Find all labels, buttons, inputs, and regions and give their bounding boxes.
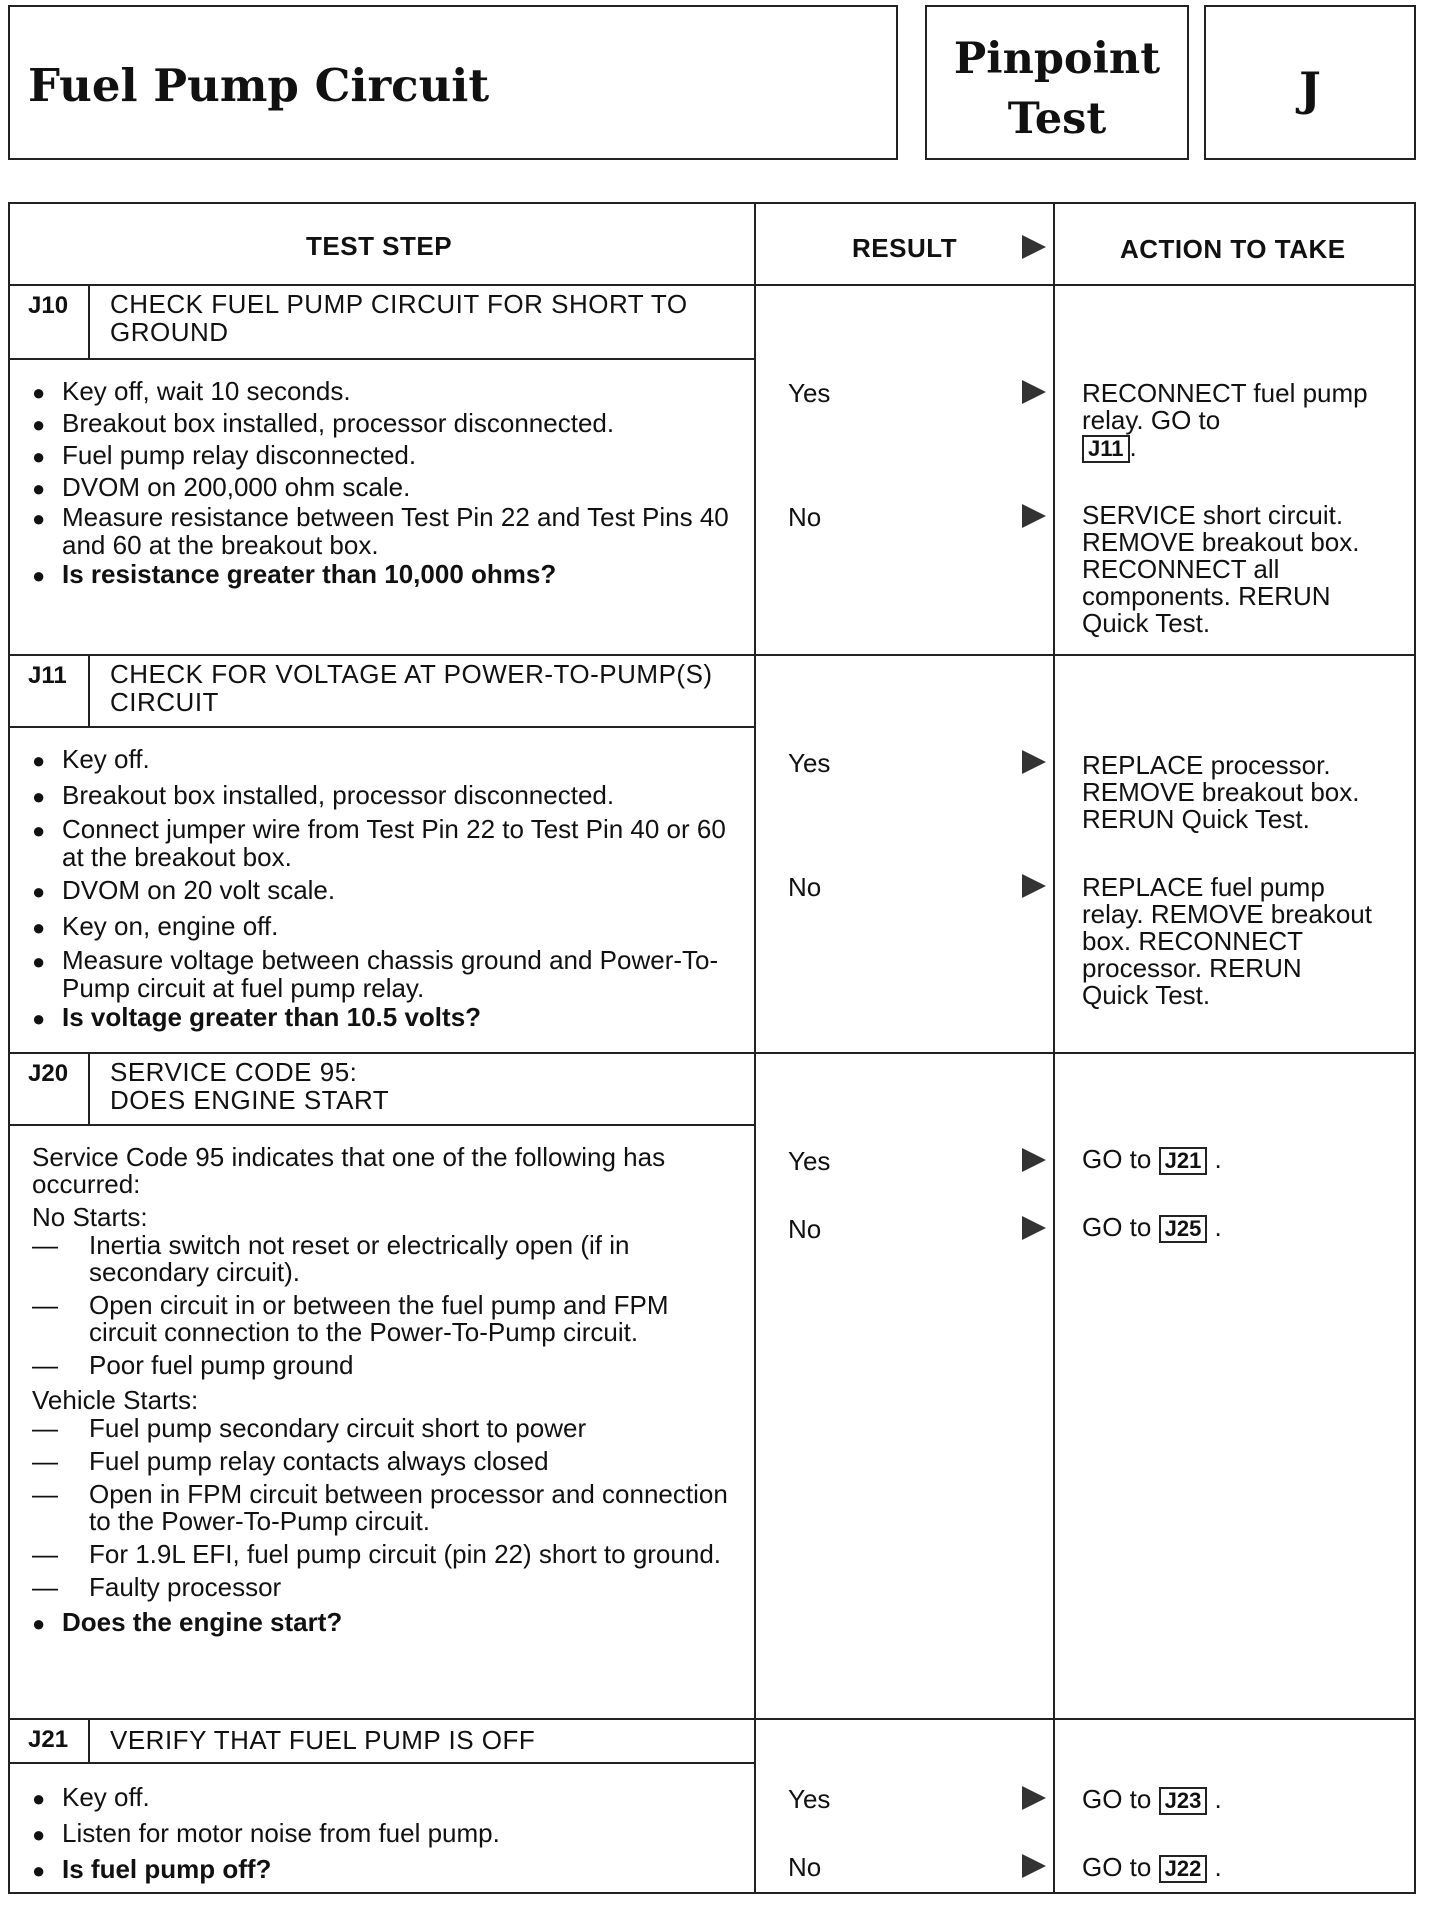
arrow-right-icon	[1022, 380, 1046, 404]
list-item: ● Key off.	[32, 744, 150, 774]
group-label: No Starts:	[32, 1202, 148, 1232]
step-title	[110, 1058, 389, 1114]
step-question: ● Is voltage greater than 10.5 volts?	[32, 1002, 482, 1032]
list-item: — Fuel pump relay contacts always closed	[32, 1446, 549, 1476]
step-title	[110, 290, 688, 346]
list-item: ● Connect jumper wire from Test Pin 22 to Test Pin 40 or 60 at the breakout box.	[32, 814, 726, 872]
step-reference[interactable]: J23	[1159, 1787, 1208, 1815]
result-no: No	[788, 872, 822, 902]
action-text: GO to J23 .	[1082, 1784, 1222, 1814]
row-divider	[10, 1052, 1414, 1054]
step-id: J11	[28, 662, 67, 689]
test-letter: J	[1299, 62, 1321, 116]
step-id: J21	[28, 1726, 69, 1753]
step-reference[interactable]: J25	[1159, 1215, 1208, 1243]
step-title-line: VERIFY THAT FUEL PUMP IS OFF	[110, 1725, 536, 1755]
arrow-right-icon	[1022, 750, 1046, 774]
step-body	[32, 744, 742, 1034]
result-yes: Yes	[788, 1784, 831, 1814]
list-item: — Poor fuel pump ground	[32, 1350, 354, 1380]
step-title	[110, 660, 713, 716]
step-id-divider	[88, 286, 90, 358]
pinpoint-line-2: Test	[1007, 94, 1107, 144]
action-text: SERVICE short circuit. REMOVE breakout box. RECONNECT all components. RERUN Quick Test.	[1082, 500, 1360, 638]
step-question: ● Is fuel pump off?	[32, 1854, 272, 1884]
list-item: ● Key off, wait 10 seconds.	[32, 376, 351, 406]
step-reference[interactable]: J11	[1082, 435, 1130, 463]
step-body	[32, 1144, 742, 1639]
list-item: ● DVOM on 20 volt scale.	[32, 875, 336, 905]
step-title-divider	[10, 1762, 754, 1764]
list-item: ● Key off.	[32, 1782, 150, 1812]
action-text: REPLACE processor. REMOVE breakout box. RERUN Quick Test.	[1082, 750, 1360, 834]
step-id: J10	[28, 292, 69, 319]
column-header-result: RESULT	[852, 233, 958, 263]
result-yes: Yes	[788, 748, 831, 778]
step-id-divider	[88, 1720, 90, 1762]
step-reference[interactable]: J22	[1159, 1855, 1208, 1883]
action-text: GO to J21 .	[1082, 1144, 1222, 1174]
arrow-right-icon	[1022, 1216, 1046, 1240]
row-divider	[10, 654, 1414, 656]
step-id-divider	[88, 656, 90, 726]
list-item: — Inertia switch not reset or electrically open (if in secondary circuit).	[32, 1230, 630, 1287]
list-item: ● Measure resistance between Test Pin 22 and Test Pins 40 and 60 at the breakout box.	[32, 502, 729, 560]
action-text: REPLACE fuel pump relay. REMOVE breakout box. RECONNECT processor. RERUN Quick Test.	[1082, 872, 1372, 1010]
title-box	[8, 5, 898, 160]
test-table	[8, 202, 1416, 1894]
result-no: No	[788, 1852, 822, 1882]
step-title-divider	[10, 1124, 754, 1126]
list-item: — Open in FPM circuit between processor and connection to the Power-To-Pump circuit.	[32, 1479, 728, 1536]
list-item: ● Fuel pump relay disconnected.	[32, 440, 417, 470]
column-header-test-step: TEST STEP	[306, 231, 453, 261]
pinpoint-line-1: Pinpoint	[953, 34, 1161, 84]
list-item: ● Key on, engine off.	[32, 911, 279, 941]
step-question: ● Does the engine start?	[32, 1607, 343, 1637]
step-reference[interactable]: J21	[1159, 1147, 1208, 1175]
column-divider-result	[754, 204, 756, 1892]
row-divider	[10, 1718, 1414, 1720]
result-yes: Yes	[788, 1146, 831, 1176]
step-title-divider	[10, 358, 754, 360]
step-body	[32, 1782, 742, 1886]
arrow-right-icon	[1022, 1786, 1046, 1810]
step-body	[32, 376, 742, 591]
arrow-right-icon	[1022, 235, 1046, 259]
list-item: — Faulty processor	[32, 1572, 282, 1602]
group-label: Vehicle Starts:	[32, 1385, 199, 1415]
test-letter-box	[1204, 5, 1416, 160]
list-item: — Open circuit in or between the fuel pump and FPM circuit connection to the Power-To-Pump circuit.	[32, 1290, 669, 1347]
step-title-line: CIRCUIT	[110, 687, 219, 717]
step-title	[110, 1726, 535, 1754]
list-item: ● Listen for motor noise from fuel pump.	[32, 1818, 500, 1848]
pinpoint-test-box	[925, 5, 1189, 160]
result-no: No	[788, 502, 822, 532]
step-id: J20	[28, 1060, 69, 1087]
step-id-divider	[88, 1054, 90, 1124]
list-item: — Fuel pump secondary circuit short to power	[32, 1413, 587, 1443]
result-yes: Yes	[788, 378, 831, 408]
arrow-right-icon	[1022, 504, 1046, 528]
page-title: Fuel Pump Circuit	[28, 59, 490, 112]
arrow-right-icon	[1022, 1148, 1046, 1172]
column-divider-action	[1053, 204, 1055, 1892]
header-divider	[10, 284, 1414, 286]
arrow-right-icon	[1022, 1854, 1046, 1878]
step-intro: Service Code 95 indicates that one of the following has occurred:	[32, 1142, 666, 1199]
action-text: RECONNECT fuel pump relay. GO to J11 .	[1082, 378, 1368, 462]
action-text: GO to J25 .	[1082, 1212, 1222, 1242]
step-title-line: SERVICE CODE 95:	[110, 1057, 358, 1087]
result-no: No	[788, 1214, 822, 1244]
list-item: ● Measure voltage between chassis ground and Power-To-Pump circuit at fuel pump relay.	[32, 945, 719, 1003]
step-title-line: CHECK FUEL PUMP CIRCUIT FOR SHORT TO	[110, 289, 688, 319]
step-title-line: DOES ENGINE START	[110, 1085, 390, 1115]
action-text: GO to J22 .	[1082, 1852, 1222, 1882]
list-item: — For 1.9L EFI, fuel pump circuit (pin 22) short to ground.	[32, 1539, 721, 1569]
list-item: ● DVOM on 200,000 ohm scale.	[32, 472, 411, 502]
list-item: ● Breakout box installed, processor disconnected.	[32, 408, 615, 438]
list-item: ● Breakout box installed, processor disconnected.	[32, 780, 615, 810]
column-header-action: ACTION TO TAKE	[1120, 234, 1346, 264]
step-title-line: CHECK FOR VOLTAGE AT POWER-TO-PUMP(S)	[110, 659, 713, 689]
arrow-right-icon	[1022, 874, 1046, 898]
step-title-line: GROUND	[110, 317, 229, 347]
pinpoint-test-label	[927, 29, 1187, 149]
step-title-divider	[10, 726, 754, 728]
step-question: ● Is resistance greater than 10,000 ohms?	[32, 559, 557, 589]
